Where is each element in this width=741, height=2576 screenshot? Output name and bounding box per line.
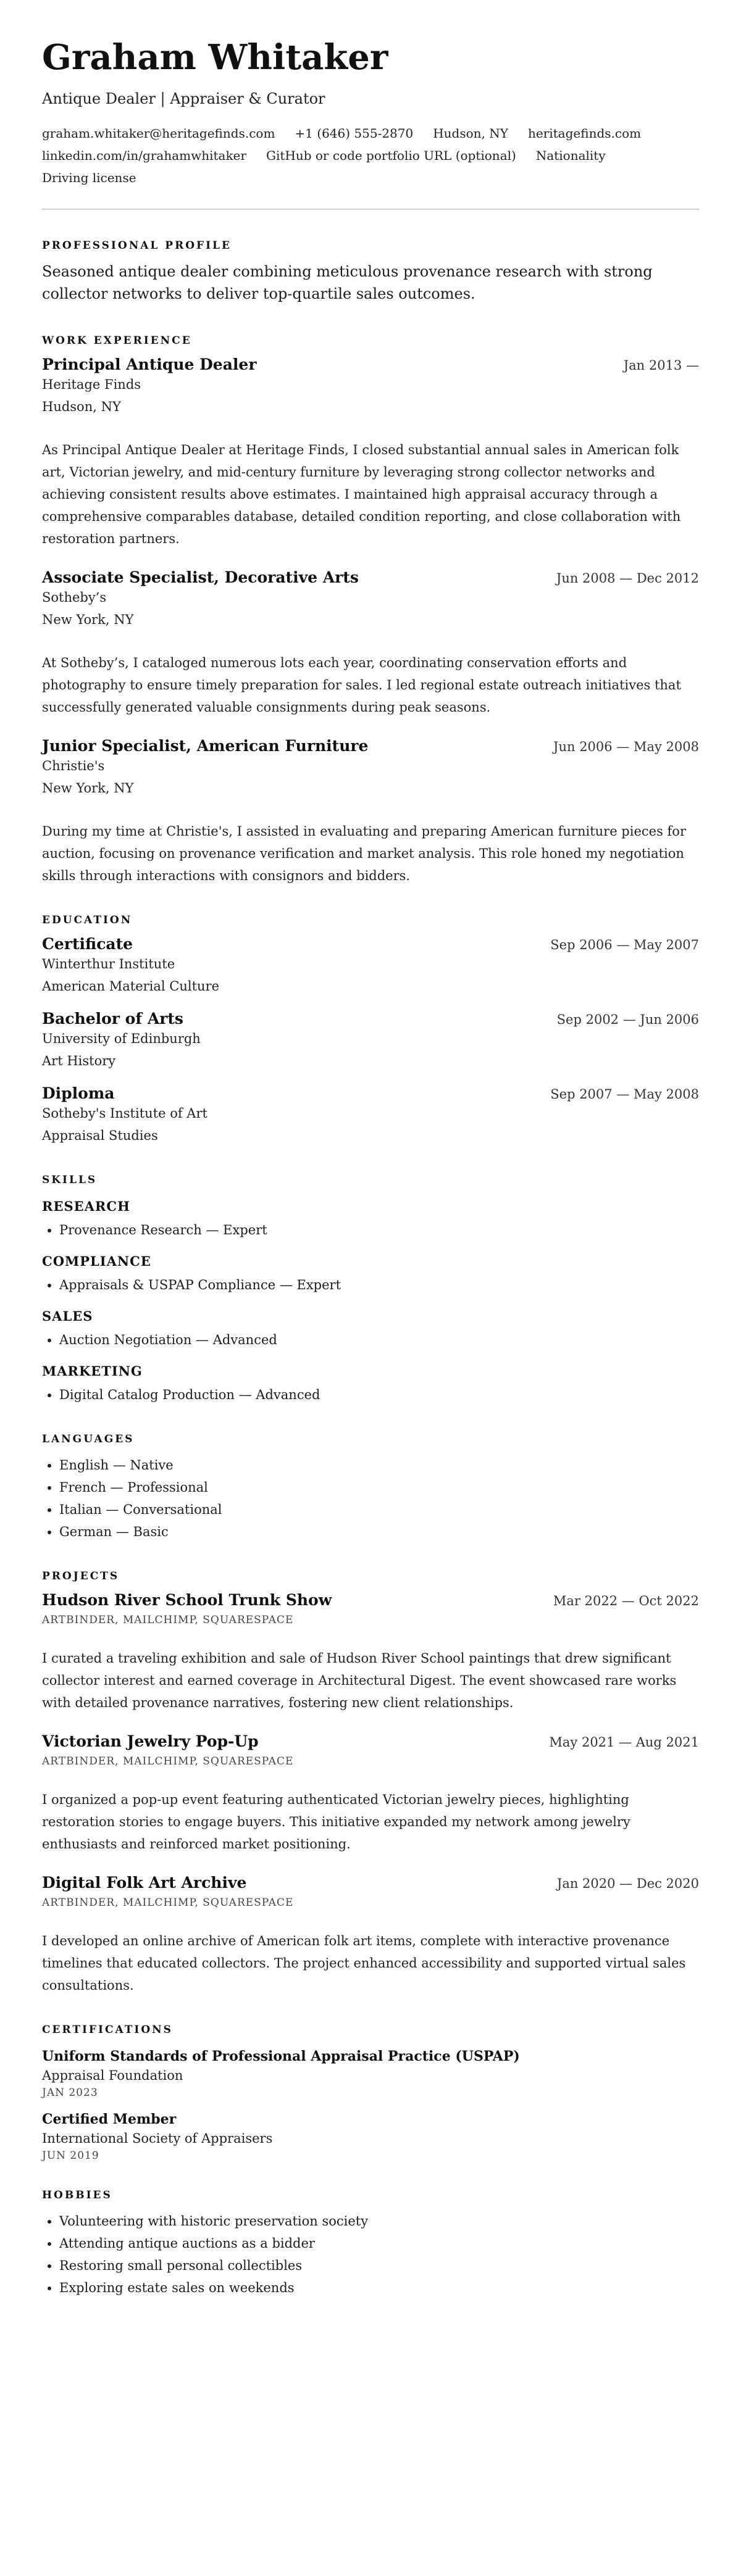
degree-title: Diploma [42,1084,115,1103]
skill-list [42,1219,699,1241]
skill-category: COMPLIANCE [42,1253,151,1269]
section-heading: HOBBIES [42,2189,112,2202]
skill-item: • Appraisals & USPAP Compliance — Expert [59,1274,699,1296]
project-title: Victorian Jewelry Pop-Up [42,1732,259,1751]
contact-email[interactable]: graham.whitaker@heritagefinds.com [42,126,275,141]
language-item: • Italian — Conversational [59,1498,699,1521]
project-date: Mar 2022 — Oct 2022 [553,1593,699,1609]
school-name: Sotheby's Institute of Art [42,1106,207,1121]
job-description: During my time at Christie's, I assisted in evaluating and preparing American furniture pieces for auction, focusing on provenance verification and market analysis. This role honed my negotiation skills through interactions with consignors and bidders. [42,824,686,884]
contact-github[interactable]: GitHub or code portfolio URL (optional) [266,148,516,164]
job-company: Heritage Finds [42,377,141,393]
experience-section [42,334,699,887]
school-name: Winterthur Institute [42,957,175,972]
skill-category: MARKETING [42,1363,143,1379]
project-entry [42,1732,699,1855]
language-item: • French — Professional [59,1476,699,1498]
certification-issuer: International Society of Appraisers [42,2131,273,2146]
job-location: New York, NY [42,612,134,628]
education-section [42,914,699,1147]
resume-header [42,37,699,189]
job-date: Jun 2006 — May 2008 [553,739,699,755]
skill-list [42,1274,699,1296]
skill-list [42,1384,699,1406]
degree-title: Bachelor of Arts [42,1010,184,1028]
job-entry [42,568,699,718]
header-divider [42,209,699,210]
hobbies-section [42,2189,699,2299]
contact-phone[interactable]: +1 (646) 555-2870 [295,126,414,141]
education-date: Sep 2007 — May 2008 [550,1087,699,1102]
languages-section [42,1433,699,1543]
project-description: I organized a pop-up event featuring authenticated Victorian jewelry pieces, highlighting restoration stories to engage buyers. This initiative expanded my network among jewelry enthusiasts and reinforced market positioning. [42,1792,630,1852]
project-tools: ARTBINDER, MAILCHIMP, SQUARESPACE [42,1755,294,1768]
field-of-study: American Material Culture [42,979,220,994]
certification-title: Uniform Standards of Professional Appraisal Practice (USPAP) [42,2048,520,2065]
contact-list [42,122,699,189]
education-entry [42,1010,699,1072]
project-date: Jan 2020 — Dec 2020 [556,1876,699,1892]
profile-section [42,239,699,305]
project-entry [42,1874,699,1996]
job-location: Hudson, NY [42,399,121,415]
skill-item: • Auction Negotiation — Advanced [59,1329,699,1351]
section-heading: CERTIFICATIONS [42,2024,173,2037]
hobby-item: • Attending antique auctions as a bidder [59,2232,699,2254]
degree-title: Certificate [42,935,133,954]
hobby-item: • Exploring estate sales on weekends [59,2277,699,2299]
education-entry [42,1084,699,1147]
section-heading: PROJECTS [42,1570,120,1583]
field-of-study: Appraisal Studies [42,1128,158,1144]
headline: Antique Dealer | Appraiser & Curator [42,90,325,108]
section-heading: EDUCATION [42,914,133,927]
certification-issuer: Appraisal Foundation [42,2068,183,2084]
job-date: Jan 2013 — [623,358,699,373]
job-company: Christie's [42,758,105,774]
contact-nationality: Nationality [535,148,606,164]
project-title: Digital Folk Art Archive [42,1874,247,1892]
section-heading: LANGUAGES [42,1433,135,1446]
job-location: New York, NY [42,781,134,796]
certification-entry [42,2048,699,2099]
profile-summary: Seasoned antique dealer combining meticulous provenance research with strong collector networks to deliver top-quartile sales outcomes. [42,263,653,303]
hobby-list [42,2210,699,2299]
language-item: • German — Basic [59,1521,699,1543]
skill-item: • Digital Catalog Production — Advanced [59,1384,699,1406]
skill-list [42,1329,699,1351]
section-heading: PROFESSIONAL PROFILE [42,239,232,252]
project-description: I developed an online archive of American folk art items, complete with interactive provenance timelines that educated collectors. The project enhanced accessibility and supported virtual sales consultations. [42,1934,686,1993]
skills-section [42,1174,699,1406]
job-title: Principal Antique Dealer [42,355,257,374]
section-heading: SKILLS [42,1174,98,1187]
job-entry [42,737,699,887]
skill-category: SALES [42,1308,93,1324]
certification-title: Certified Member [42,2111,177,2128]
project-entry [42,1591,699,1714]
job-company: Sotheby’s [42,590,107,605]
project-tools: ARTBINDER, MAILCHIMP, SQUARESPACE [42,1897,294,1909]
job-description: At Sotheby’s, I cataloged numerous lots each year, coordinating conservation efforts and photography to ensure timely preparation for sales. I led regional estate outreach initiatives that successfully generated valuable consignments during peak seasons. [42,655,681,715]
job-entry [42,355,699,550]
hobby-item: • Volunteering with historic preservation society [59,2210,699,2232]
contact-website[interactable]: heritagefinds.com [527,126,642,141]
project-title: Hudson River School Trunk Show [42,1591,332,1610]
education-date: Sep 2006 — May 2007 [550,937,699,953]
skill-item: • Provenance Research — Expert [59,1219,699,1241]
job-title: Junior Specialist, American Furniture [42,737,369,755]
job-title: Associate Specialist, Decorative Arts [42,568,359,587]
field-of-study: Art History [42,1053,116,1069]
section-heading: WORK EXPERIENCE [42,334,192,347]
job-date: Jun 2008 — Dec 2012 [556,571,699,586]
language-list [42,1454,699,1543]
contact-driving-license: Driving license [42,170,136,186]
project-tools: ARTBINDER, MAILCHIMP, SQUARESPACE [42,1614,294,1627]
language-item: • English — Native [59,1454,699,1476]
certification-date: JUN 2019 [42,2150,99,2163]
contact-linkedin[interactable]: linkedin.com/in/grahamwhitaker [42,148,246,164]
certifications-section [42,2024,699,2162]
certification-entry [42,2111,699,2162]
project-description: I curated a traveling exhibition and sale of Hudson River School paintings that drew significant collector interest and earned coverage in Architectural Digest. The event showcased rare works with detailed provenance narratives, fostering new client relationships. [42,1651,677,1711]
job-description: As Principal Antique Dealer at Heritage Finds, I closed substantial annual sales in American folk art, Victorian jewelry, and mid-century furniture by leveraging strong collector networks and achieving consistent results above estimates. I maintained high appraisal accuracy through a comprehensive comparables database, detailed condition reporting, and close collaboration with restoration partners. [42,442,681,547]
hobby-item: • Restoring small personal collectibles [59,2254,699,2277]
projects-section [42,1570,699,1996]
skill-category: RESEARCH [42,1199,130,1215]
candidate-name: Graham Whitaker [42,37,388,78]
certification-date: JAN 2023 [42,2087,98,2100]
education-date: Sep 2002 — Jun 2006 [556,1012,699,1028]
school-name: University of Edinburgh [42,1031,201,1047]
contact-location: Hudson, NY [433,126,508,141]
education-entry [42,935,699,997]
project-date: May 2021 — Aug 2021 [549,1735,699,1750]
